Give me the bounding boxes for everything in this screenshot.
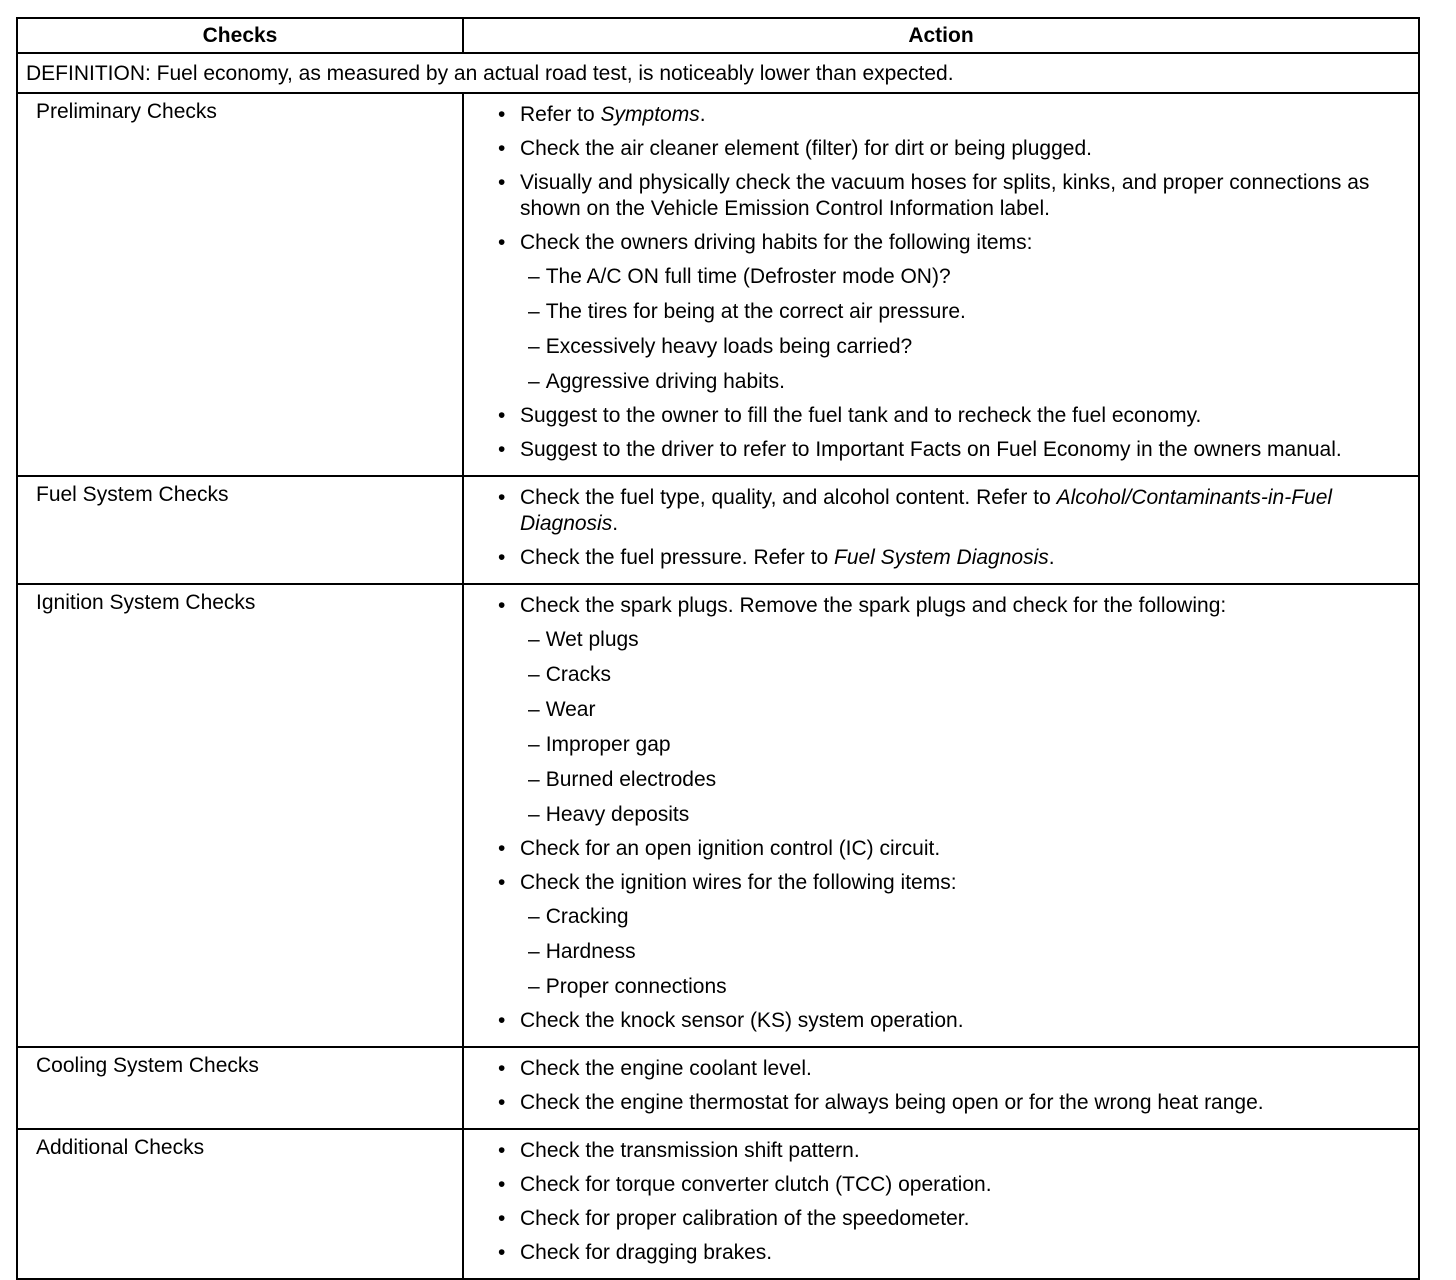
action-text: Check for an open ignition control (IC) circuit.	[520, 837, 941, 860]
action-item	[498, 102, 1404, 128]
section-actions	[464, 1048, 1418, 1128]
sub-item	[528, 369, 1404, 395]
dash-marker: –	[528, 370, 540, 393]
section-label: Preliminary Checks	[18, 94, 464, 475]
sub-item	[528, 732, 1404, 758]
action-text-suffix: .	[699, 103, 706, 126]
sub-item	[528, 767, 1404, 793]
action-item	[498, 437, 1404, 463]
action-list	[498, 1056, 1404, 1116]
section-actions	[464, 477, 1418, 583]
reference-link-text: Fuel System Diagnosis	[834, 546, 1049, 569]
action-item	[498, 136, 1404, 162]
sub-item	[528, 974, 1404, 1000]
section-label: Fuel System Checks	[18, 477, 464, 583]
action-text: Check the fuel pressure. Refer to	[520, 546, 834, 569]
sub-item-text: Hardness	[545, 940, 636, 963]
action-text: Check the engine thermostat for always being open or for the wrong heat range.	[520, 1091, 1264, 1114]
action-text: Check for dragging brakes.	[520, 1241, 773, 1264]
dash-marker: –	[528, 335, 540, 358]
sub-item-text: The tires for being at the correct air pressure.	[545, 300, 966, 323]
section-row	[18, 475, 1418, 583]
sub-item-text: Cracking	[545, 905, 629, 928]
action-item	[498, 485, 1404, 537]
section-label: Cooling System Checks	[18, 1048, 464, 1128]
dash-marker: –	[528, 905, 540, 928]
section-row	[18, 1128, 1418, 1278]
section-actions	[464, 1130, 1418, 1278]
sub-item-text: Excessively heavy loads being carried?	[545, 335, 913, 358]
sub-item	[528, 334, 1404, 360]
action-text: Check the owners driving habits for the following items:	[520, 231, 1033, 254]
sub-item-text: Proper connections	[545, 975, 727, 998]
action-text: Check the transmission shift pattern.	[520, 1139, 860, 1162]
dash-marker: –	[528, 768, 540, 791]
dash-marker: –	[528, 300, 540, 323]
action-text: Check for torque converter clutch (TCC) operation.	[520, 1173, 992, 1196]
action-item	[498, 230, 1404, 395]
definition-text: DEFINITION: Fuel economy, as measured by an actual road test, is noticeably lower than expected.	[26, 62, 954, 85]
section-row	[18, 583, 1418, 1046]
dash-marker: –	[528, 803, 540, 826]
dash-marker: –	[528, 628, 540, 651]
definition-row	[18, 52, 1418, 92]
action-item	[498, 1172, 1404, 1198]
action-text: Refer to	[520, 103, 601, 126]
sub-item	[528, 939, 1404, 965]
section-actions	[464, 94, 1418, 475]
dash-marker: –	[528, 663, 540, 686]
header-action: Action	[908, 23, 974, 47]
action-text: Check the fuel type, quality, and alcohol content. Refer to	[520, 486, 1057, 509]
action-item	[498, 1206, 1404, 1232]
action-text: Suggest to the driver to refer to Important Facts on Fuel Economy in the owners manual.	[520, 438, 1342, 461]
action-item	[498, 1008, 1404, 1034]
sub-item	[528, 662, 1404, 688]
action-text: Check the knock sensor (KS) system operation.	[520, 1009, 964, 1032]
action-item	[498, 1240, 1404, 1266]
action-item	[498, 1056, 1404, 1082]
action-item	[498, 545, 1404, 571]
sub-item	[528, 904, 1404, 930]
sub-item-text: Heavy deposits	[545, 803, 690, 826]
header-row	[18, 19, 1418, 52]
action-item	[498, 1090, 1404, 1116]
sub-item-text: Burned electrodes	[545, 768, 717, 791]
action-item	[498, 170, 1404, 222]
sub-item-text: Wear	[545, 698, 596, 721]
section-row	[18, 92, 1418, 475]
sub-item-text: Improper gap	[545, 733, 671, 756]
action-text: Check for proper calibration of the speedometer.	[520, 1207, 970, 1230]
action-item	[498, 1138, 1404, 1164]
sub-item	[528, 264, 1404, 290]
action-list	[498, 593, 1404, 1034]
action-text: Suggest to the owner to fill the fuel tank and to recheck the fuel economy.	[520, 404, 1202, 427]
section-label: Additional Checks	[18, 1130, 464, 1278]
header-checks: Checks	[18, 19, 464, 52]
section-actions	[464, 585, 1418, 1046]
sub-item	[528, 299, 1404, 325]
sub-item	[528, 802, 1404, 828]
reference-link-text: Alcohol/Contaminants-in-Fuel Diagnosis	[520, 486, 1333, 535]
dash-marker: –	[528, 698, 540, 721]
sub-list	[520, 627, 1404, 828]
sub-list	[520, 264, 1404, 395]
dash-marker: –	[528, 265, 540, 288]
action-text: Check the engine coolant level.	[520, 1057, 812, 1080]
action-text-suffix: .	[612, 512, 619, 535]
section-label: Ignition System Checks	[18, 585, 464, 1046]
sub-item-text: Wet plugs	[545, 628, 639, 651]
action-list	[498, 102, 1404, 463]
sub-item-text: Cracks	[545, 663, 612, 686]
action-text: Check the spark plugs. Remove the spark plugs and check for the following:	[520, 594, 1227, 617]
action-text-suffix: .	[1048, 546, 1055, 569]
sub-item-text: Aggressive driving habits.	[545, 370, 785, 393]
action-text: Check the ignition wires for the following items:	[520, 871, 957, 894]
action-list	[498, 1138, 1404, 1266]
dash-marker: –	[528, 975, 540, 998]
dash-marker: –	[528, 940, 540, 963]
sub-list	[520, 904, 1404, 1000]
reference-link-text: Symptoms	[600, 103, 700, 126]
diagnostic-table	[16, 17, 1420, 1280]
section-row	[18, 1046, 1418, 1128]
sub-item	[528, 627, 1404, 653]
action-text: Visually and physically check the vacuum hoses for splits, kinks, and proper connections as shown on the Vehicle Emission Control Information label.	[520, 171, 1370, 220]
dash-marker: –	[528, 733, 540, 756]
action-item	[498, 870, 1404, 1000]
sub-item-text: The A/C ON full time (Defroster mode ON)?	[545, 265, 951, 288]
action-item	[498, 403, 1404, 429]
action-item	[498, 593, 1404, 828]
action-item	[498, 836, 1404, 862]
action-text: Check the air cleaner element (filter) for dirt or being plugged.	[520, 137, 1092, 160]
action-list	[498, 485, 1404, 571]
sub-item	[528, 697, 1404, 723]
